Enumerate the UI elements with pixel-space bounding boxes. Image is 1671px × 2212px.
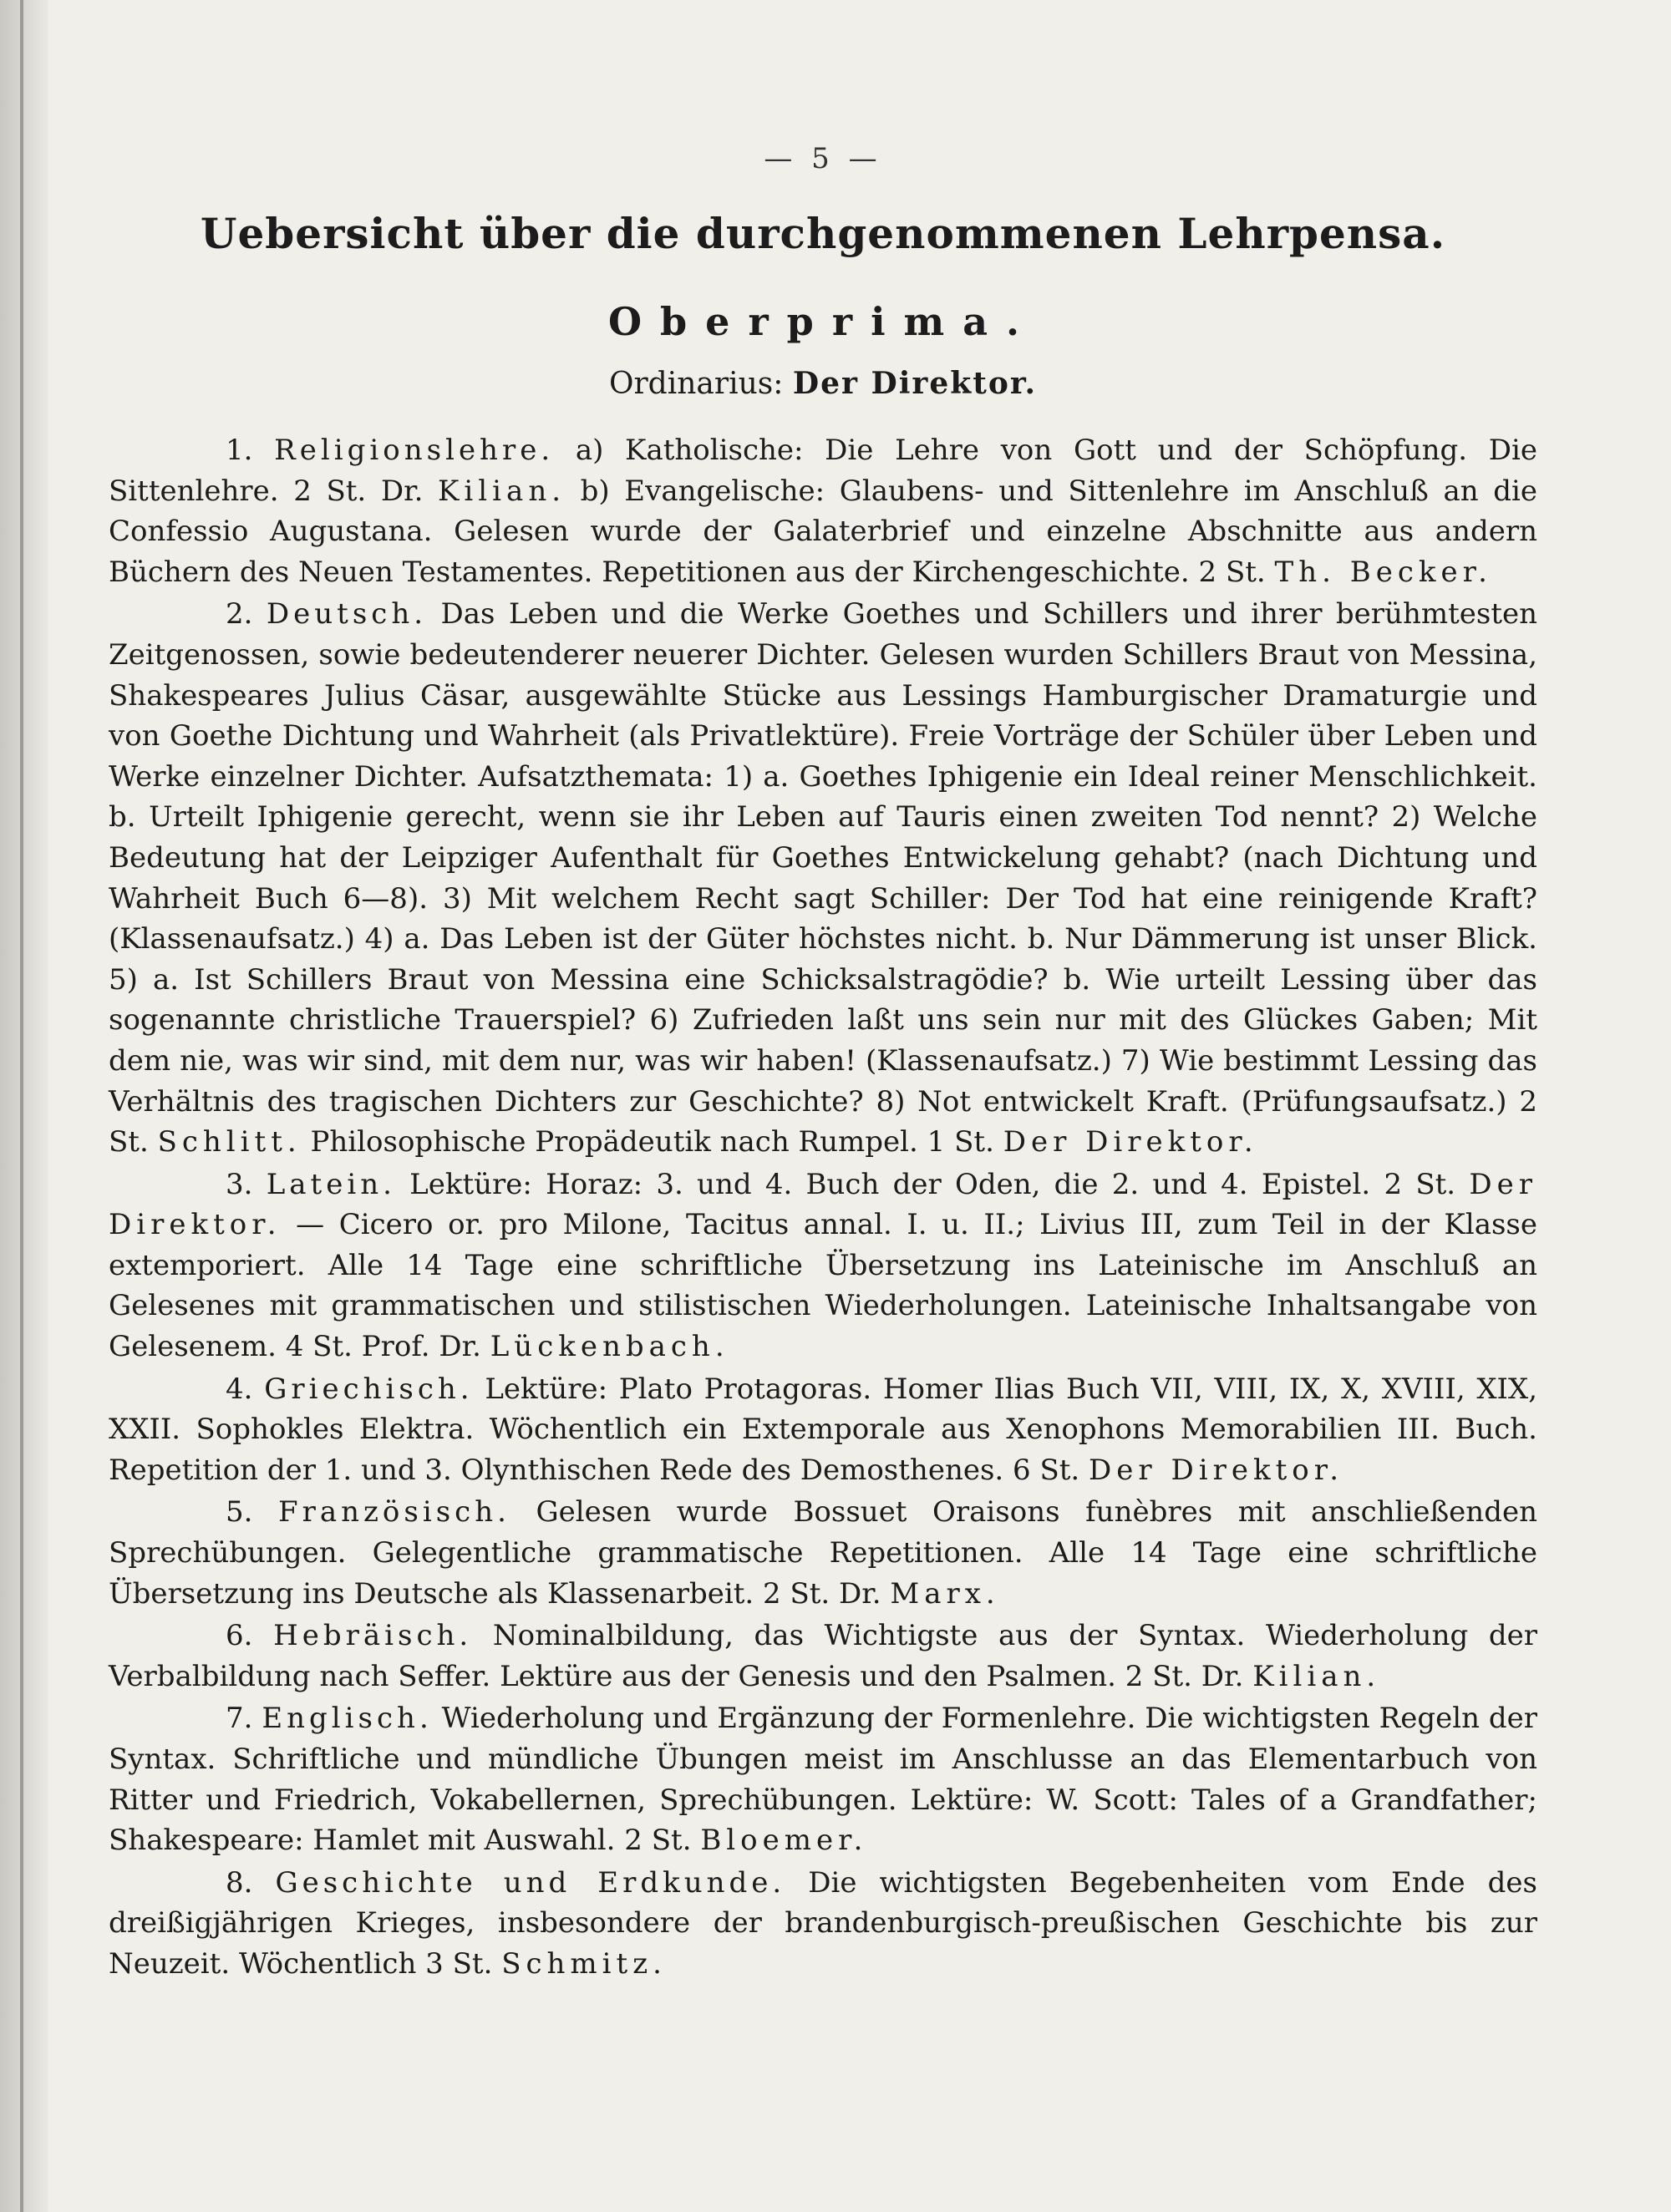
subject-text: Die wichtigsten Begebenheiten vom Ende des dreißigjährigen Krieges, insbesondere der brandenburgisch-preußischen Geschichte bis zur Neuzeit. Wöchentlich 3 St. [109, 1865, 1537, 1981]
subject-text: Nominalbildung, das Wichtigste aus der Syntax. Wiederholung der Verbalbildung nach Seffer. Lektüre aus der Genesis und den Psalmen. 2 St. Dr. [109, 1619, 1538, 1693]
teacher-name: Kilian. [1252, 1659, 1381, 1693]
subject-paragraph-hebraeisch [109, 1616, 1537, 1697]
subject-text-continued: b) Evangelische: Glaubens- und Sittenlehre im Anschluß an die Confessio Augustana. Gelesen wurde der Galaterbrief und einzelne Abschnitte aus andern Büchern des Neuen Testamentes. Repetitionen aus der Kirchengeschichte. 2 St. [109, 474, 1538, 589]
binding-gutter [0, 0, 48, 2212]
subject-number: 6. [226, 1619, 253, 1653]
subject-paragraph-deutsch [109, 594, 1537, 1162]
subject-number: 4. [226, 1372, 253, 1406]
subject-name: Latein. [266, 1167, 396, 1201]
teacher-name: Marx. [890, 1576, 1000, 1611]
subject-text-continued: Philosophische Propädeutik nach Rumpel. 1 St. [310, 1125, 994, 1159]
teacher-name: Th. Becker. [1274, 555, 1492, 589]
binding-line [20, 0, 23, 2212]
subject-name: Deutsch. [266, 597, 428, 632]
teacher-name: Kilian. [438, 474, 566, 508]
class-heading: Oberprima. [607, 299, 1039, 344]
teacher-name: Der Direktor. [109, 1167, 1538, 1242]
subject-number: 2. [226, 597, 253, 632]
subject-text: Lektüre: Horaz: 3. und 4. Buch der Oden, die 2. und 4. Epistel. 2 St. [409, 1167, 1456, 1201]
subject-number: 7. [226, 1702, 253, 1736]
subject-text: a) Katholische: Die Lehre von Gott und der Schöpfung. Die Sittenlehre. 2 St. Dr. [109, 434, 1538, 508]
subject-name: Französisch. [278, 1495, 510, 1530]
subject-name: Religionslehre. [274, 434, 555, 467]
subject-number: 8. [226, 1865, 253, 1900]
teacher-name: Lückenbach. [490, 1330, 729, 1364]
subject-text: Lektüre: Plato Protagoras. Homer Ilias Buch VII, VIII, IX, X, XVIII, XIX, XXII. Sophokles Elektra. Wöchentlich ein Extemporale aus Xenophons Memorabilien III. Buch. Repetition der 1. und 3. Olynthischen Rede des Demosthenes. 6 St. [109, 1372, 1538, 1487]
body-text [109, 430, 1537, 1986]
subject-paragraph-geschichte [109, 1863, 1537, 1985]
ordinarius-line [109, 366, 1537, 401]
subject-number: 3. [226, 1167, 253, 1201]
subject-paragraph-franzoesisch [109, 1492, 1537, 1614]
teacher-name: Bloemer. [700, 1824, 868, 1858]
subject-text: Wiederholung und Ergänzung der Formenlehre. Die wichtigsten Regeln der Syntax. Schriftliche und mündliche Übungen meist im Anschlusse an das Elementarbuch von Ritter und Friedrich, Vokabellernen, Sprechübungen. Lektüre: W. Scott: Tales of a Grandfather; Shakespeare: Hamlet mit Auswahl. 2 St. [109, 1702, 1537, 1858]
subject-name: Hebräisch. [273, 1619, 473, 1653]
subject-paragraph-latein [109, 1164, 1537, 1367]
teacher-name: Der Direktor. [1003, 1125, 1258, 1159]
subject-name: Geschichte und Erdkunde. [275, 1865, 786, 1900]
subject-paragraph-englisch [109, 1698, 1537, 1860]
subject-number: 5. [226, 1495, 253, 1530]
subject-text: Das Leben und die Werke Goethes und Schillers und ihrer berühmtesten Zeitgenossen, sowie bedeutenderer neuerer Dichter. Gelesen wurden Schillers Braut von Messina, Shakespeares Julius Cäsar, ausgewählte Stücke aus Lessings Hamburgischer Dramaturgie und von Goethe Dichtung und Wahrheit (als Privatlektüre). Freie Vorträge der Schüler über Leben und Werke einzelner Dichter. Aufsatzthemata: 1) a. Goethes Iphigenie ein Ideal reiner Menschlichkeit. b. Urteilt Iphigenie gerecht, wenn sie ihr Leben auf Tauris einen zweiten Tod nennt? 2) Welche Bedeutung hat der Leipziger Aufenthalt für Goethes Entwickelung gehabt? (nach Dichtung und Wahrheit Buch 6—8). 3) Mit welchem Recht sagt Schiller: Der Tod hat eine reinigende Kraft? (Klassenaufsatz.) 4) a. Das Leben ist der Güter höchstes nicht. b. Nur Dämmerung ist unser Blick. 5) a. Ist Schillers Braut von Messina eine Schicksalstragödie? b. Wie urteilt Lessing über das sogenannte christliche Trauerspiel? 6) Zufrieden laßt uns sein nur mit des Glückes Gaben; Mit dem nie, was wir sind, mit dem nur, was wir haben! (Klassenaufsatz.) 7) Wie bestimmt Lessing das Verhältnis des tragischen Dichters zur Geschichte? 8) Not entwickelt Kraft. (Prüfungsaufsatz.) 2 St. [109, 597, 1537, 1159]
subject-name: Englisch. [262, 1702, 433, 1736]
page-number: — 5 — [764, 142, 882, 175]
subject-text: Gelesen wurde Bossuet Oraisons funèbres mit anschließenden Sprechübungen. Gelegentliche grammatische Repetitionen. Alle 14 Tage eine schriftliche Übersetzung ins Deutsche als Klassenarbeit. 2 St. Dr. [109, 1495, 1537, 1611]
ordinarius-value: Der Direktor. [792, 366, 1038, 401]
ordinarius-label: Ordinarius: [608, 367, 784, 401]
teacher-name: Schlitt. [157, 1125, 302, 1159]
subject-paragraph-religion [109, 430, 1537, 592]
teacher-name: Der Direktor. [1089, 1453, 1344, 1487]
subject-text-continued: — Cicero or. pro Milone, Tacitus annal. I. u. II.; Livius III, zum Teil in der Klasse extemporiert. Alle 14 Tage eine schriftliche Übersetzung ins Lateinische im Anschluß an Gelesenes mit grammatischen und stilistischen Wiederholungen. Lateinische Inhaltsangabe von Gelesenem. 4 St. Prof. Dr. [109, 1208, 1537, 1364]
subject-number: 1. [226, 434, 253, 467]
subject-paragraph-griechisch [109, 1369, 1537, 1491]
subject-name: Griechisch. [264, 1372, 474, 1406]
teacher-name: Schmitz. [501, 1946, 667, 1981]
page-title: Uebersicht über die durchgenommenen Lehrpensa. [200, 209, 1446, 258]
